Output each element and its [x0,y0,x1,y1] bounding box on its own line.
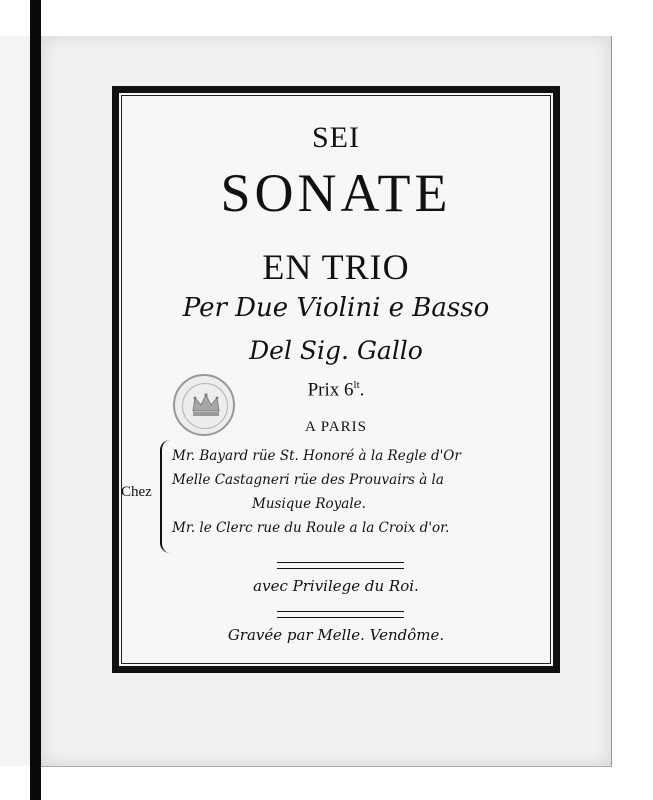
composer-name: Gallo [356,336,423,365]
double-rule-divider [277,562,404,569]
price-suffix: . [359,379,365,401]
crown-icon [190,391,222,419]
address-line: Mr. le Clerc rue du Roule a la Croix d'or. [172,520,450,536]
title-sei: SEI [312,121,360,154]
privilege-line: avec Privilege du Roi. [253,577,419,595]
composer-prefix: Del Sig. [249,336,349,365]
title-frame [112,86,560,673]
address-line: Mr. Bayard rüe St. Honoré à la Regle d'Or [172,448,461,464]
chez-label: Chez [121,484,152,500]
composer-line [122,336,550,365]
title-sonate: SONATE [220,163,452,223]
title-en-trio: EN TRIO [262,247,410,287]
price-superscript: lt [353,379,360,391]
price-prefix: Prix 6 [307,379,354,401]
facing-page-edge [0,36,31,766]
book-gutter [30,0,41,800]
instrumentation-line: Per Due Violini e Basso [182,293,490,323]
address-line: Melle Castagneri rüe des Prouvairs à la [172,472,444,488]
engraver-line: Gravée par Melle. Vendôme. [227,626,445,644]
double-rule-divider [277,611,404,618]
city-line: A PARIS [305,419,367,435]
address-line: Musique Royale. [252,496,366,512]
library-stamp [173,374,235,436]
